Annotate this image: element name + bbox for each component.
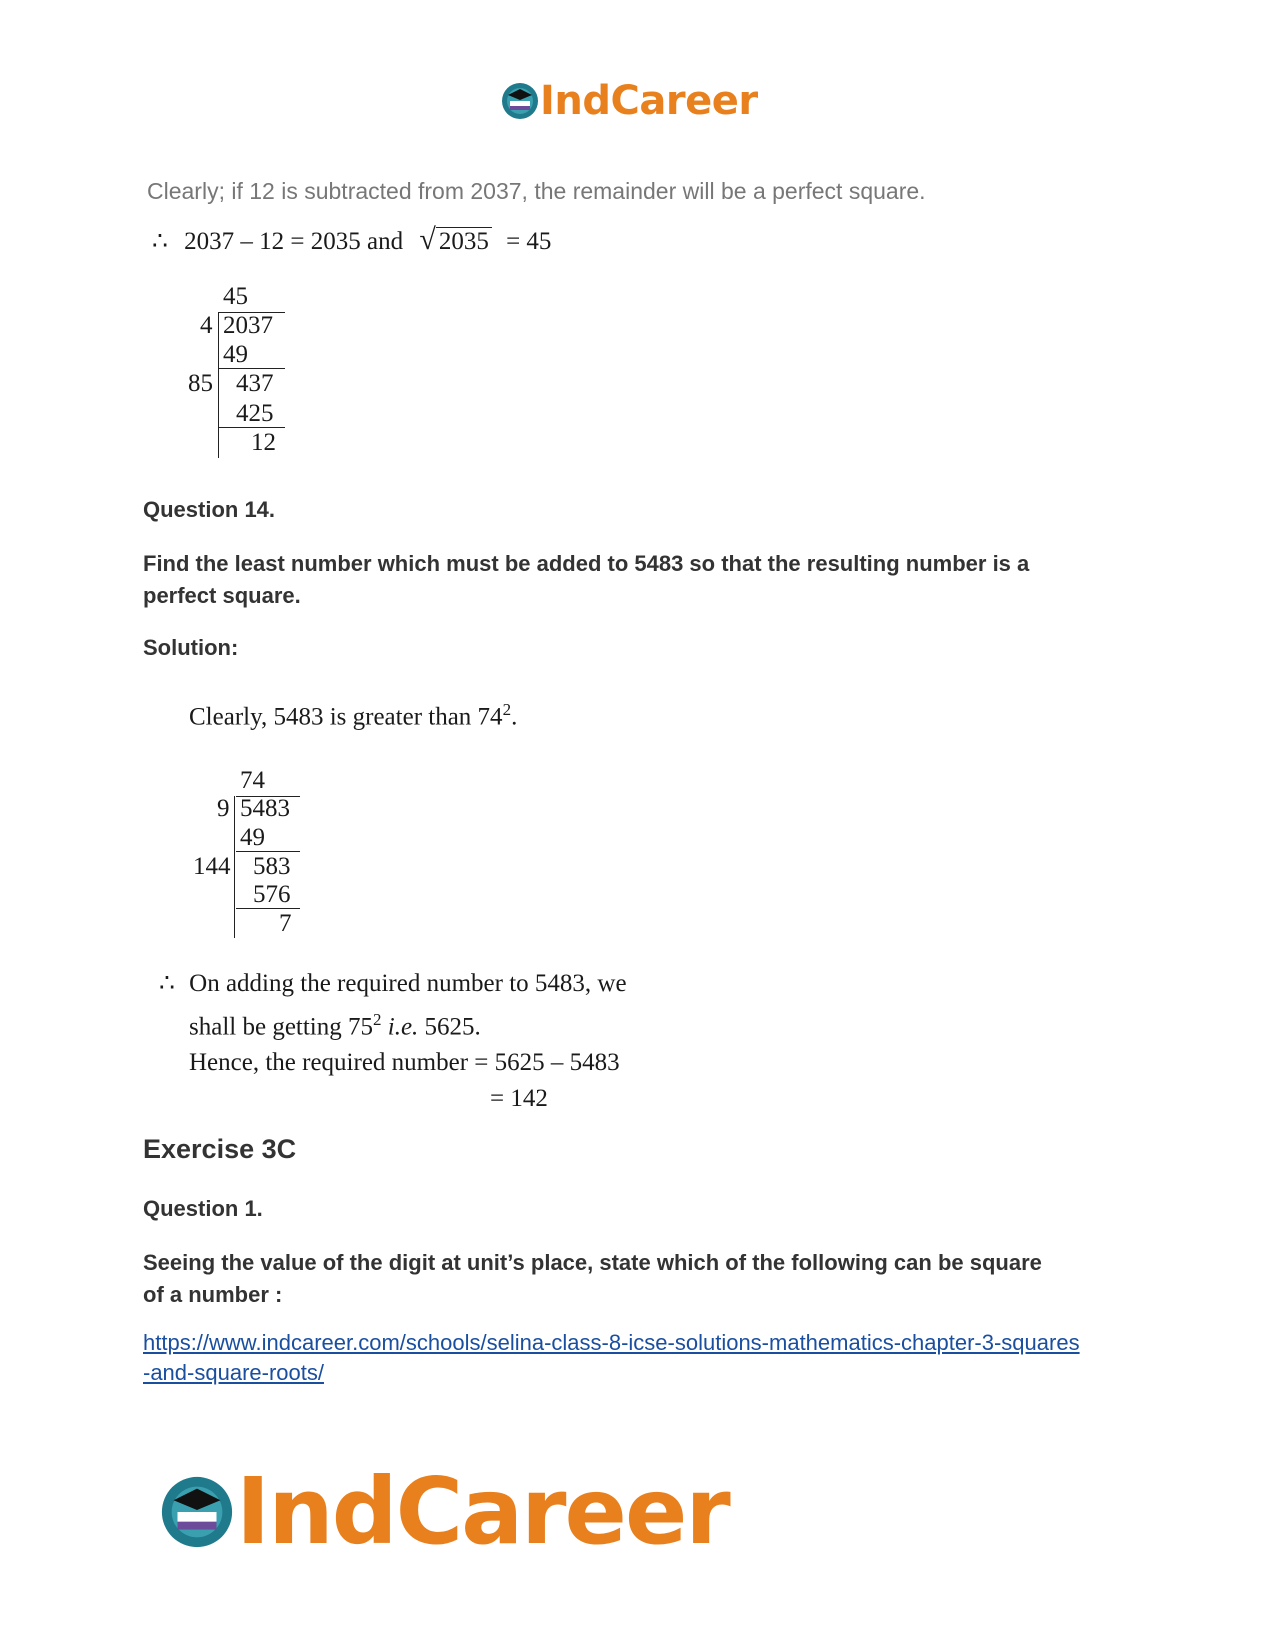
question-1-text: Seeing the value of the digit at unit’s place, state which of the following can be square of a number : xyxy=(143,1250,1042,1307)
prev-solution-line: Clearly; if 12 is subtracted from 2037, the remainder will be a perfect square. xyxy=(147,178,926,204)
conclusion-block xyxy=(159,966,627,1117)
source-link-line[interactable]: https://www.indcareer.com/schools/selina-class-8-icse-solutions-mathematics-chapter-3-squares xyxy=(143,1330,1080,1355)
division-quotient: 45 xyxy=(223,283,248,310)
equation-right: = 45 xyxy=(506,228,552,255)
clearly-text: Clearly, 5483 is greater than 74 xyxy=(189,703,503,731)
division-divisor: 85 xyxy=(188,370,213,397)
division-remainder-step: 437 xyxy=(236,370,274,397)
conclusion-ie: i.e. xyxy=(387,1013,419,1041)
conclusion-result: = 142 xyxy=(490,1085,548,1113)
conclusion-line: Hence, the required number = 5625 – 5483 xyxy=(189,1049,620,1077)
conclusion-line xyxy=(189,1002,627,1045)
division-subtract: 49 xyxy=(240,824,265,851)
header-logo-text: IndCareer xyxy=(540,78,758,124)
question-1-label: Question 1. xyxy=(143,1196,263,1221)
equation-left: 2037 – 12 = 2035 and xyxy=(184,228,404,255)
conclusion-line xyxy=(159,966,627,1002)
conclusion-text: 5625. xyxy=(424,1013,481,1041)
footer-logo-text: IndCareer xyxy=(236,1458,729,1565)
division-subtract: 49 xyxy=(223,341,248,368)
conclusion-text: On adding the required number to 5483, we xyxy=(189,970,627,997)
sqrt-icon: √ xyxy=(419,223,436,256)
clearly-exponent: 2 xyxy=(502,700,512,719)
clearly-end: . xyxy=(511,703,518,731)
division-subtract: 576 xyxy=(253,881,291,908)
therefore-symbol: ∴ xyxy=(152,228,168,255)
question-14-text: Find the least number which must be added to 5483 so that the resulting number is a perfect square. xyxy=(143,551,1030,608)
division-quotient: 74 xyxy=(240,767,265,794)
question-14-label: Question 14. xyxy=(143,497,276,522)
clearly-line xyxy=(189,700,517,731)
division-subtract: 425 xyxy=(236,400,274,427)
header-logo xyxy=(500,78,758,124)
division-divisor: 9 xyxy=(217,795,230,822)
prev-equation xyxy=(152,223,551,257)
division-divisor: 144 xyxy=(193,853,231,880)
division-divisor: 4 xyxy=(200,312,213,339)
division-bracket xyxy=(234,796,235,938)
division-remainder-step: 583 xyxy=(253,853,291,880)
division-bracket xyxy=(218,312,219,458)
therefore-symbol: ∴ xyxy=(159,970,175,997)
division-remainder: 12 xyxy=(251,429,276,456)
division-rule xyxy=(236,908,300,909)
division-dividend: 2037 xyxy=(223,312,273,339)
graduation-cap-icon xyxy=(158,1473,236,1551)
sqrt-value: 2035 xyxy=(436,227,492,255)
division-dividend: 5483 xyxy=(240,795,290,822)
conclusion-text: shall be getting 75 xyxy=(189,1013,373,1041)
graduation-cap-icon xyxy=(500,81,540,121)
source-link[interactable] xyxy=(143,1328,1080,1388)
conclusion-exponent: 2 xyxy=(373,1010,382,1029)
division-remainder: 7 xyxy=(279,910,292,937)
sqrt-expression xyxy=(419,223,491,257)
footer-logo xyxy=(158,1458,729,1565)
solution-label: Solution: xyxy=(143,635,239,660)
source-link-line[interactable]: -and-square-roots/ xyxy=(143,1360,324,1385)
exercise-heading: Exercise 3C xyxy=(143,1134,297,1164)
division-rule xyxy=(219,368,285,369)
division-rule xyxy=(236,851,300,852)
division-rule xyxy=(219,427,285,428)
